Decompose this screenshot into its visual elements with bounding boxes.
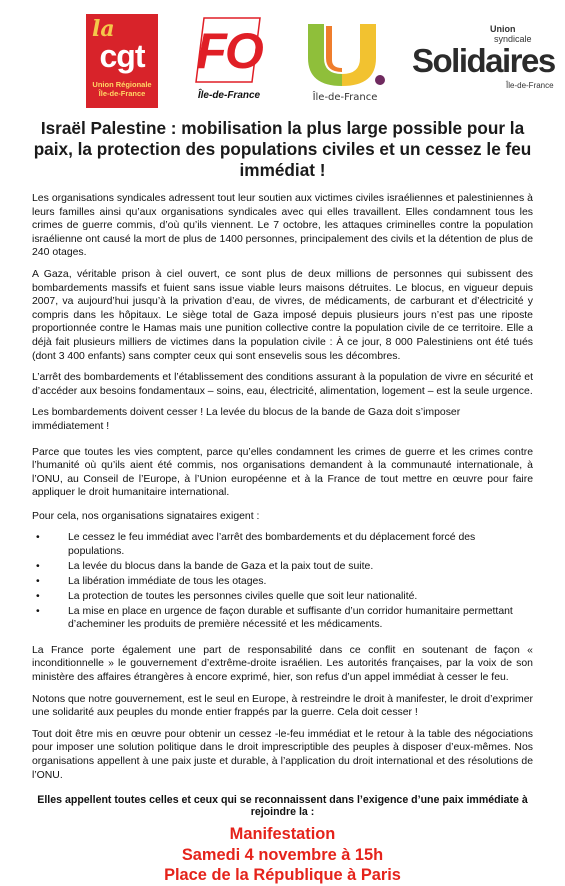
event-place: Place de la République à Paris — [164, 866, 401, 885]
demands-list — [32, 531, 533, 631]
page-title: Israël Palestine : mobilisation la plus large possible pour la paix, la protection des populations civiles et un cessez le feu immédiat ! — [33, 118, 532, 180]
paragraph-government: Notons que notre gouvernement, est le seul en Europe, à restreindre le droit à manifester, le droit d’exprimer une solidarité aux peuples du monde entier frappés par la guerre. Cela doit cesser ! — [32, 693, 533, 719]
logo-bar — [32, 0, 555, 112]
solidaires-logo: Union syndicale Solidaires Île-de-France — [412, 24, 555, 90]
paragraph-stop-bombing: Les bombardements doivent cesser ! La levée du blocus de la bande de Gaza doit s’imposer immédiatement ! — [32, 407, 461, 432]
bullet-icon: • — [36, 532, 40, 544]
bullet-icon: • — [36, 605, 40, 617]
call-to-join: Elles appellent toutes celles et ceux qui se reconnaissent dans l’exigence d’une paix immédiate à rejoindre la : — [37, 794, 528, 819]
paragraph-france: La France porte également une part de responsabilité dans ce conflit en soutenant de façon « inconditionnelle » le gouvernement d’extrême-droite israélien. Les autorités françaises, par la voix de son ministère des affaires étrangères à encore exprimé, hier, son refus d’un appel immédiat à cesser le feu. — [32, 644, 533, 683]
union-logo: Île-de-France — [302, 18, 388, 108]
list-item: • La mise en place en urgence de façon durable et suffisante d’un corridor humanitaire permettant d’acheminer les produits de première nécessité et les médicaments. — [36, 605, 513, 631]
paragraph-demands-intro: Pour cela, nos organisations signataires exigent : — [32, 510, 260, 522]
list-item: • La levée du blocus dans la bande de Gaza et la paix tout de suite. — [36, 560, 374, 572]
list-item: • La libération immédiate de tous les otages. — [36, 575, 267, 587]
event-name: Manifestation — [229, 825, 336, 844]
paragraph-gaza: A Gaza, véritable prison à ciel ouvert, ce sont plus de deux millions de personnes qui subissent des bombardements massifs et fuient sans issue viable leurs maisons détruites. Le blocus, en vigueur depuis 2007, va aujourd’hui jusqu’à la privation d’eau, de vivres, de médicaments, de carburant et d’électricité y compris dans les hôpitaux. Le siège total de Gaza imposé depuis plusieurs jours n’est pas une riposte proportionnée contre le Hamas mais une punition collective contre la population civile de ce territoire. Elle a déjà fait plusieurs milliers de victimes dans la population civile : À ce jour, 8 000 Palestiniens ont été tués (dont 3 400 enfants) sans compter ceux qui sont ensevelis sous les décombres. — [32, 268, 533, 362]
event-date: Samedi 4 novembre à 15h — [181, 845, 384, 864]
cgt-logo: la cgt Union Régionale Île-de-France — [86, 14, 158, 108]
union-emblem-icon — [302, 18, 388, 90]
list-item: • La protection de toutes les personnes civiles quelle que soit leur nationalité. — [36, 590, 418, 602]
list-item: • Le cessez le feu immédiat avec l’arrêt des bombardements et du déplacement forcé des populations. — [36, 532, 476, 558]
paragraph-ceasefire: Tout doit être mis en œuvre pour obtenir un cessez -le-feu immédiat et le retour à la table des négociations pour imposer une solution politique dans le droit imprescriptible des peuples à disposer d’eux-mêmes. Nos organisations appellent à une paix juste et durable, à l’application du droit international et des résolutions de l’ONU. — [32, 728, 533, 781]
paragraph-urgency: L’arrêt des bombardements et l’établissement des conditions assurant à la population de vivre en sécurité et d’accéder aux besoins fondamentaux – soins, eau, électricité, alimentation, logement – est la seule urgence. — [32, 372, 533, 397]
bullet-icon: • — [36, 590, 40, 602]
bullet-icon: • — [36, 575, 40, 587]
bullet-icon: • — [36, 560, 40, 572]
paragraph-support: Les organisations syndicales adressent tout leur soutien aux victimes civiles israéliennes et palestiniennes à leurs familles ainsi qu’aux organisations syndicales avec qui elles travaillent. Elles condamnent tous les crimes de guerre commis, d’où qu’ils viennent. Le 7 octobre, les attaques criminelles contre la population israélienne ont causé la mort de plus de 1400 personnes, principalement des civils et la détention de plus de 240 otages. — [32, 193, 533, 259]
paragraph-international: Parce que toutes les vies comptent, parce qu’elles condamnent les crimes de guerre et les crimes contre l’humanité où qu’ils aient été commis, nos organisations demandent à la communauté internationale, à l’ONU, au Conseil de l’Europe, à l’Union européenne et à la France de tout mettre en œuvre pour faire appliquer le droit humanitaire international. — [32, 446, 533, 499]
fo-logo: FO Île-de-France — [190, 14, 268, 108]
